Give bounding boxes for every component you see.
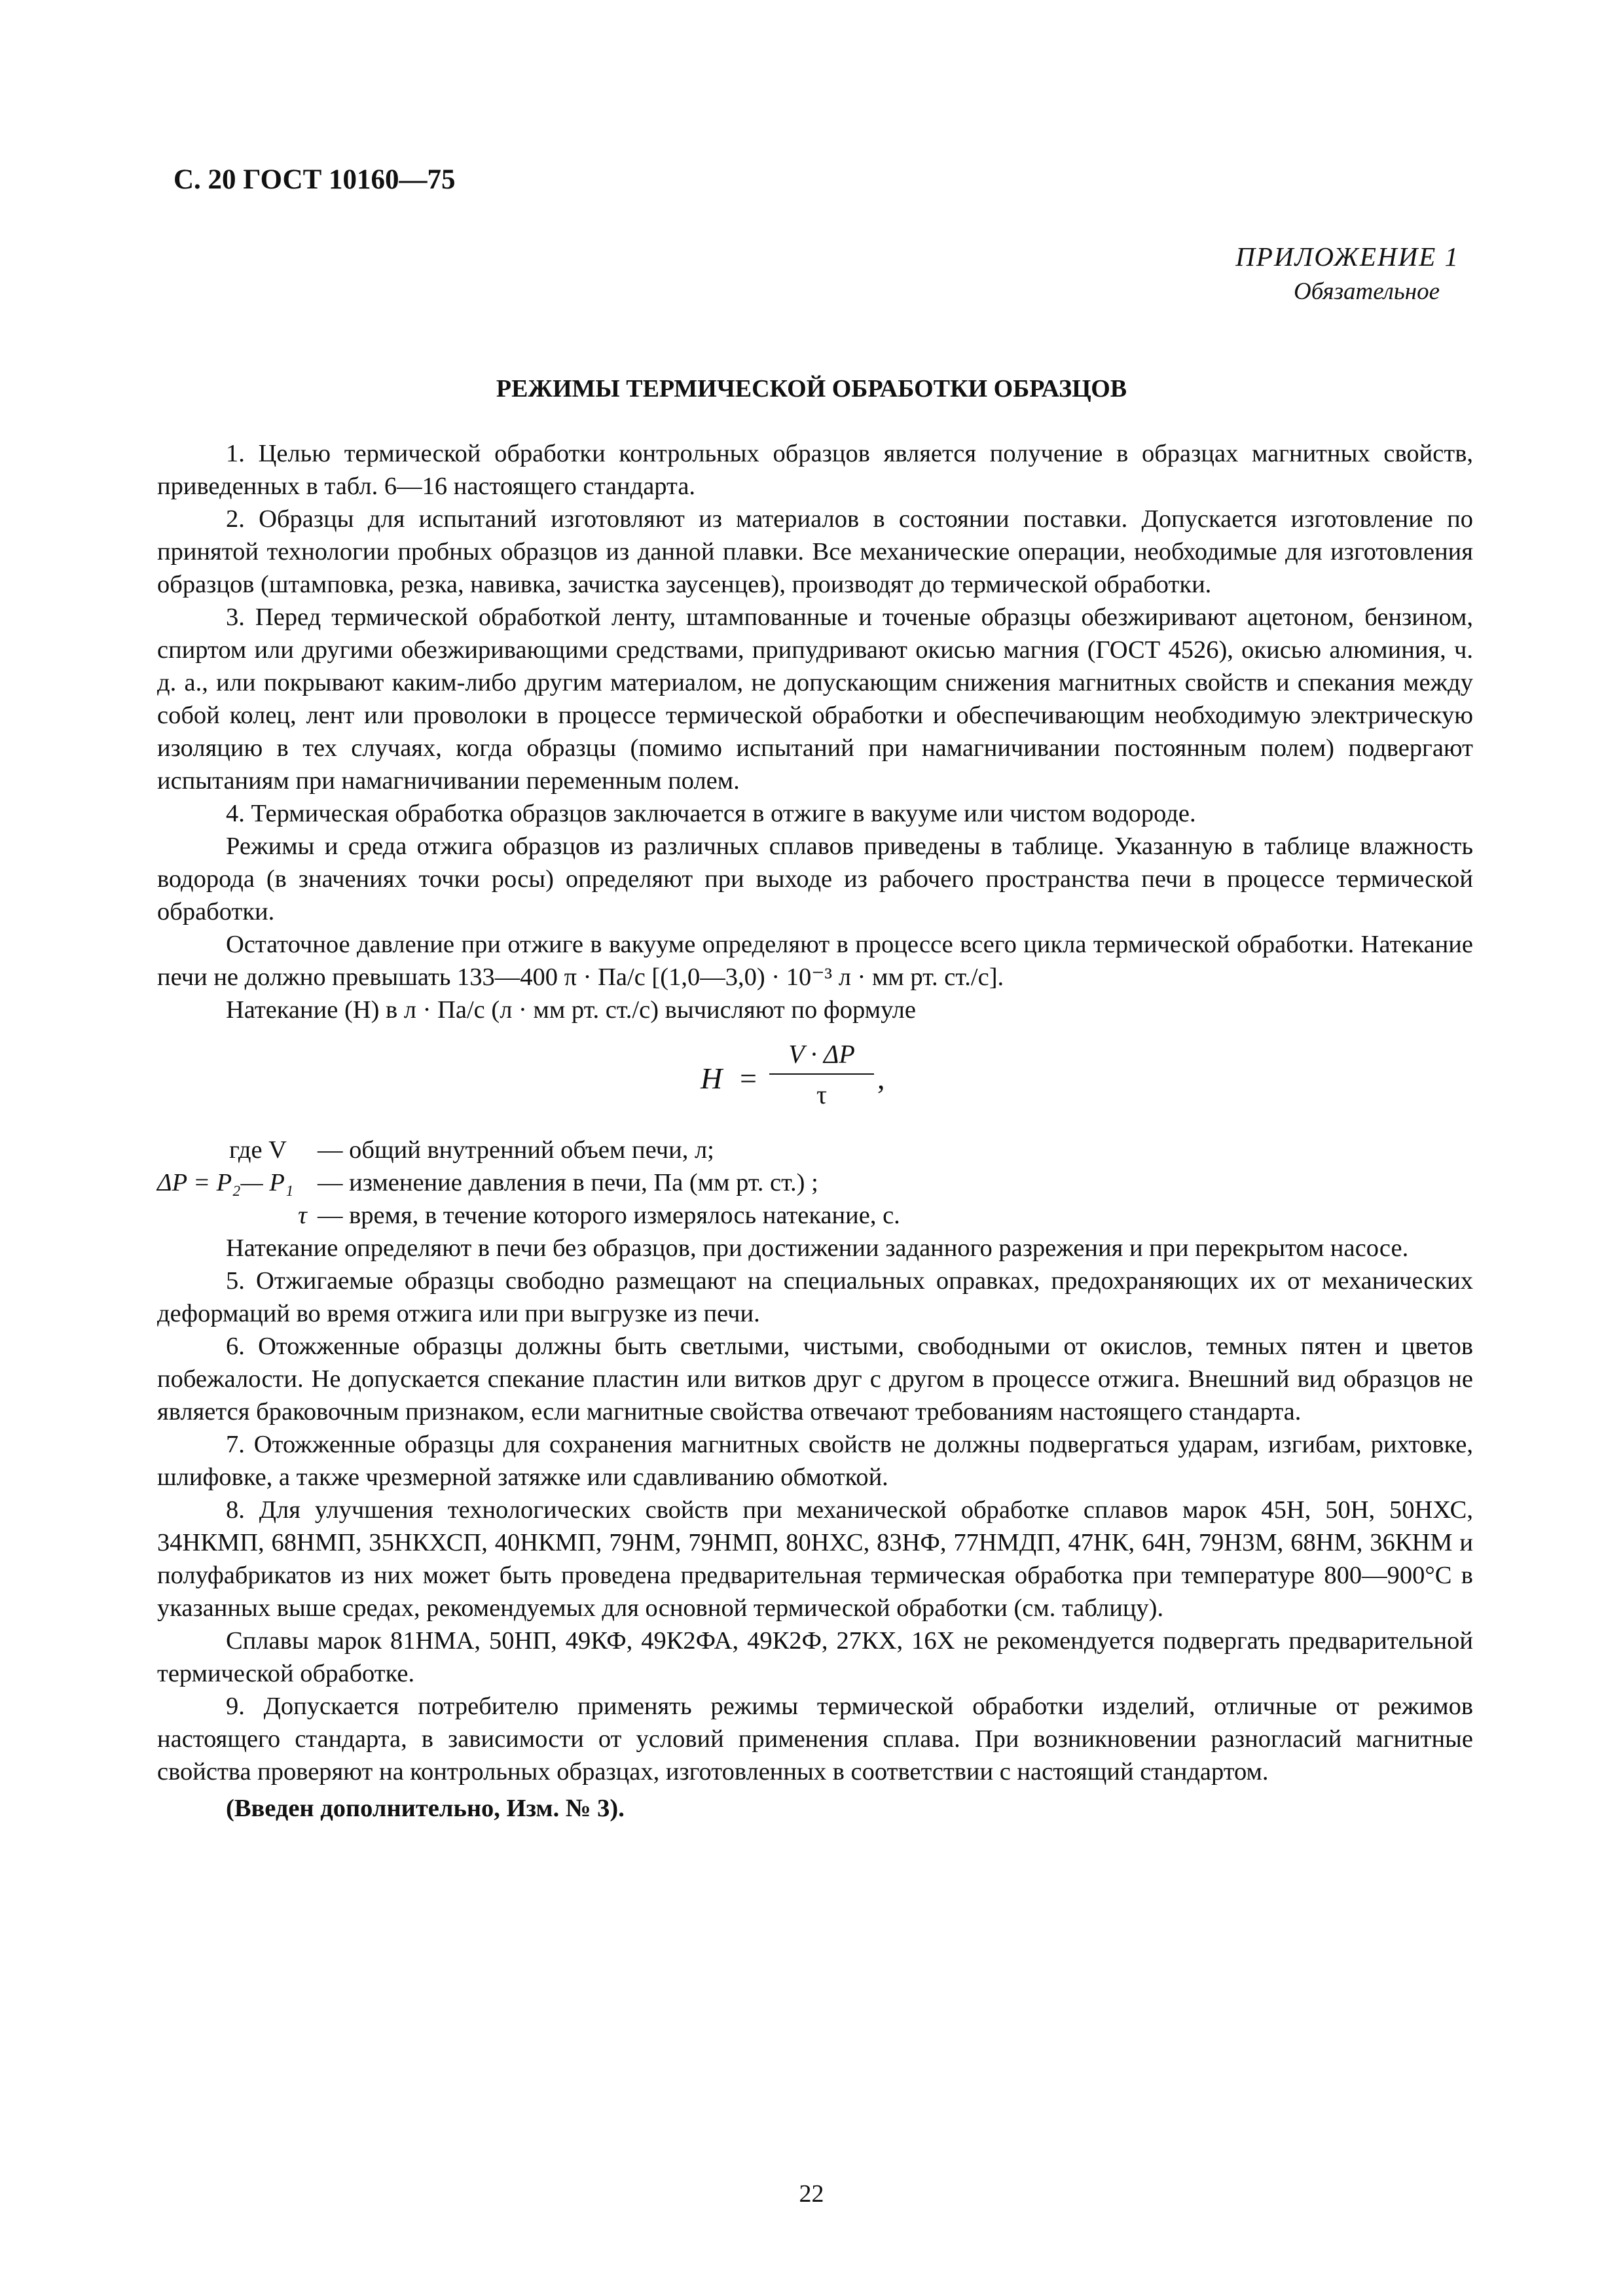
formula-legend [157,1134,1473,1232]
legend-symbol: τ [298,1202,307,1229]
section-title: РЕЖИМЫ ТЕРМИЧЕСКОЙ ОБРАБОТКИ ОБРАЗЦОВ [496,375,1127,403]
paragraph-4: 4. Термическая обработка образцов заключается в отжиге в вакууме или чистом водороде. [226,800,1196,827]
paragraph-4d: Натекание определяют в печи без образцов, при достижении заданного разрежения и при перекрытом насосе. [226,1234,1409,1262]
formula-denominator: τ [816,1080,828,1109]
paragraph-9: 9. Допускается потребителю применять режимы термической обработки изделий, отличные от режимов настоящего стандарта, в зависимости от условий применения сплава. При возникновении разногласий магнитные свойства проверяют на контрольных образцах, изготовленных в соответствии с настоящий стандартом. [157,1693,1473,1785]
paragraph-3: 3. Перед термической обработкой ленту, штампованные и точеные образцы обезжиривают ацетоном, бензином, спиртом или другими обезжиривающими средствами, припудривают окисью магния (ГОСТ 4526), окисью алюминия, ч. д. а., или покрывают каким-либо другим материалом, не допускающим снижения магнитных свойств и спекания между собой колец, лент или проволоки в процессе термической обработки и обеспечивающим необходимую электрическую изоляцию в тех случаях, когда образцы (помимо испытаний при намагничивании постоянным полем) подвергают испытаниям при намагничивании переменным полем. [157,603,1473,795]
leak-rate-formula [157,1033,1473,1124]
legend-description: — общий внутренний объем печи, л; [318,1136,714,1164]
paragraph-4b: Остаточное давление при отжиге в вакууме определяют в процессе всего цикла термической обработки. Натекание печи не должно превышать 133—400 π · Па/с [(1,0—3,0) · 10⁻³ л · мм рт. ст./с]. [157,931,1473,991]
paragraph-6: 6. Отожженные образцы должны быть светлыми, чистыми, свободными от окислов, темных пятен и цветов побежалости. Не допускается спекание пластин или витков друг с другом в процессе отжига. Внешний вид образцов не является браковочным признаком, если магнитные свойства отвечают требованиям настоящего стандарта. [157,1333,1473,1426]
appendix-label-block [1235,241,1459,306]
legend-description: — время, в течение которого измерялось натекание, с. [318,1202,900,1229]
formula-numerator: V · ΔP [788,1039,855,1069]
paragraph-4c: Натекание (Н) в л · Па/с (л · мм рт. ст./с) вычисляют по формуле [226,996,916,1024]
appendix-number: ПРИЛОЖЕНИЕ 1 [1235,242,1459,272]
formula-lhs: H [701,1062,723,1095]
paragraph-1: 1. Целью термической обработки контрольных образцов является получение в образцах магнитных свойств, приведенных в табл. 6—16 настоящего стандарта. [157,440,1473,500]
paragraph-8a: Сплавы марок 81НМА, 50НП, 49КФ, 49К2ФА, 49К2Ф, 27КХ, 16Х не рекомендуется подвергать предварительной термической обработке. [157,1627,1473,1687]
paragraph-7: 7. Отожженные образцы для сохранения магнитных свойств не должны подвергаться ударам, изгибам, рихтовке, шлифовке, а также чрезмерной затяжке или сдавливанию обмоткой. [157,1431,1473,1491]
paragraph-8: 8. Для улучшения технологических свойств при механической обработке сплавов марок 45Н, 50Н, 50НХС, 34НКМП, 68НМП, 35НКХСП, 40НКМП, 79НМ, 79НМП, 80НХС, 83НФ, 77НМДП, 47НК, 64Н, 79Н3М, 68НМ, 36КНМ и полуфабрикатов из них может быть проведена предварительная термическая обработка при температуре 800—900°С в указанных выше средах, рекомендуемых для основной термической обработки (см. таблицу). [157,1496,1473,1622]
page-number: 22 [799,2180,824,2208]
paragraph-5: 5. Отжигаемые образцы свободно размещают на специальных оправках, предохраняющих их от механических деформаций во время отжига или при выгрузке из печи. [157,1267,1473,1327]
amendment-note: (Введен дополнительно, Изм. № 3). [226,1795,625,1822]
document-body [157,437,1473,1825]
paragraph-4a: Режимы и среда отжига образцов из различных сплавов приведены в таблице. Указанную в таблице влажность водорода (в значениях точки росы) определяют при выходе из рабочего пространства печи в процессе термической обработки. [157,833,1473,925]
paragraph-2: 2. Образцы для испытаний изготовляют из материалов в состоянии поставки. Допускается изготовление по принятой технологии пробных образцов из данной плавки. Все механические операции, необходимые для изготовления образцов (штамповка, резка, навивка, зачистка заусенцев), производят до термической обработки. [157,505,1473,598]
legend-symbol: где V [229,1136,287,1164]
formula-equals: = [740,1062,757,1095]
page-header: С. 20 ГОСТ 10160—75 [173,164,456,195]
legend-description: — изменение давления в печи, Па (мм рт. ст.) ; [318,1169,818,1196]
formula-comma: , [877,1062,885,1095]
fraction-bar [769,1073,874,1075]
legend-symbol: ΔP = P₂— P₁ [157,1169,294,1196]
appendix-status: Обязательное [1293,278,1440,305]
